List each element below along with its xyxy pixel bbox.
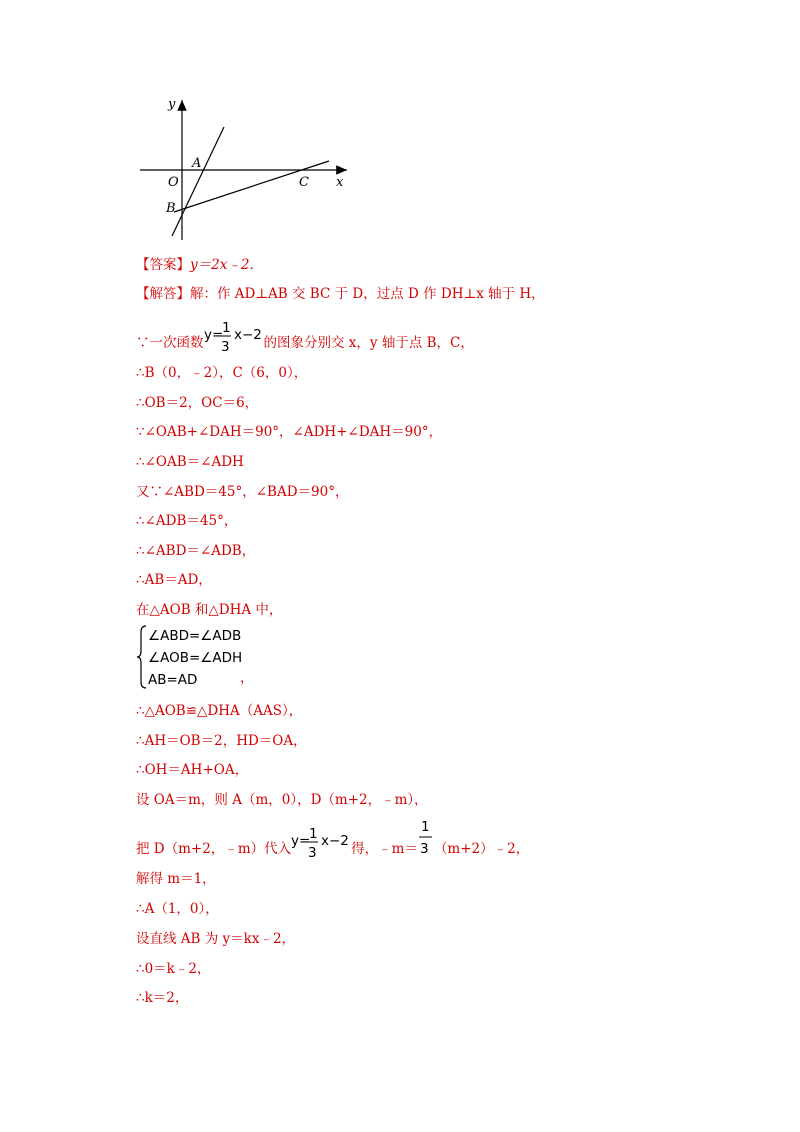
text-segment: （m+2）﹣2， bbox=[433, 841, 530, 857]
text-line: 又∵∠ABD＝45°，∠BAD＝90°， bbox=[136, 484, 349, 500]
left-brace bbox=[136, 624, 148, 690]
text-line: ∴0＝k﹣2， bbox=[136, 961, 211, 977]
text-line: ∴B（0，﹣2），C（6，0）， bbox=[136, 365, 308, 381]
text-line: 在△AOB 和△DHA 中， bbox=[136, 602, 283, 618]
eq-y: y= bbox=[291, 832, 311, 849]
eq-num: 1 bbox=[309, 825, 318, 842]
system-row: ∠AOB=∠ADH bbox=[148, 650, 243, 666]
coordinate-figure bbox=[132, 92, 362, 247]
text-line: ∴△AOB≌△DHA（AAS）， bbox=[136, 703, 303, 719]
system-row: ∠ABD=∠ADB bbox=[148, 628, 242, 644]
equation-y-third-x-minus-2 bbox=[291, 825, 351, 863]
text-segment: ∵一次函数 bbox=[136, 335, 204, 351]
eq-den: 3 bbox=[220, 338, 230, 355]
eq-den: 3 bbox=[308, 844, 317, 861]
line-function bbox=[136, 319, 474, 356]
label-x: x bbox=[336, 175, 344, 190]
label-o: O bbox=[168, 175, 179, 190]
answer-text: y＝2x﹣2． bbox=[190, 257, 263, 273]
text-line: ∴∠OAB＝∠ADH bbox=[136, 454, 244, 470]
line-ab bbox=[172, 127, 224, 236]
text-line: 解得 m＝1， bbox=[136, 871, 216, 887]
label-y: y bbox=[168, 97, 176, 112]
text-line: 设直线 AB 为 y＝kx﹣2， bbox=[136, 931, 296, 947]
label-b: B bbox=[166, 201, 176, 216]
eq-num: 1 bbox=[221, 319, 231, 336]
text-segment: 得，﹣m＝ bbox=[351, 841, 418, 857]
text-line: ∴AH＝OB＝2，HD＝OA， bbox=[136, 733, 307, 749]
eq-num: 1 bbox=[420, 818, 430, 835]
label-a: A bbox=[192, 156, 202, 171]
eq-rest: x−2 bbox=[233, 326, 262, 343]
text-line: ∴OB＝2，OC＝6， bbox=[136, 395, 259, 411]
equation-y-third-x-minus-2 bbox=[203, 319, 264, 357]
figure-svg bbox=[132, 92, 362, 247]
equation-system bbox=[136, 624, 276, 690]
text-line: ∴∠ABD＝∠ADB， bbox=[136, 543, 256, 559]
solution-intro-line bbox=[136, 281, 545, 307]
text-segment: 把 D（m+2，﹣m）代入 bbox=[136, 841, 292, 857]
text-line: ∴∠ADB＝45°， bbox=[136, 513, 238, 529]
eq-rest: x−2 bbox=[321, 832, 350, 849]
system-row: AB=AD bbox=[148, 672, 198, 688]
solution-tag: 【解答】 bbox=[136, 286, 190, 302]
text-line: ∴A（1，0）， bbox=[136, 901, 219, 917]
text-line: ∴k＝2， bbox=[136, 990, 189, 1006]
solution-intro: 解：作 AD⊥AB 交 BC 于 D，过点 D 作 DH⊥x 轴于 H， bbox=[190, 286, 545, 302]
text-line: ∵∠OAB+∠DAH＝90°，∠ADH+∠DAH＝90°， bbox=[136, 424, 443, 440]
text-line: ∴OH＝AH+OA， bbox=[136, 762, 249, 778]
eq-y: y= bbox=[203, 326, 223, 343]
eq-den: 3 bbox=[419, 840, 429, 857]
system-comma: ， bbox=[240, 670, 254, 686]
fraction-one-third bbox=[418, 818, 434, 863]
text-line: ∴AB＝AD， bbox=[136, 572, 212, 588]
text-segment: 的图象分别交 x，y 轴于点 B，C， bbox=[263, 335, 474, 351]
label-c: C bbox=[299, 175, 309, 190]
text-line: 设 OA＝m，则 A（m，0），D（m+2，﹣m）， bbox=[136, 792, 428, 808]
answer-tag: 【答案】 bbox=[136, 257, 190, 273]
line-substitution bbox=[136, 818, 530, 862]
answer-line bbox=[136, 252, 263, 278]
